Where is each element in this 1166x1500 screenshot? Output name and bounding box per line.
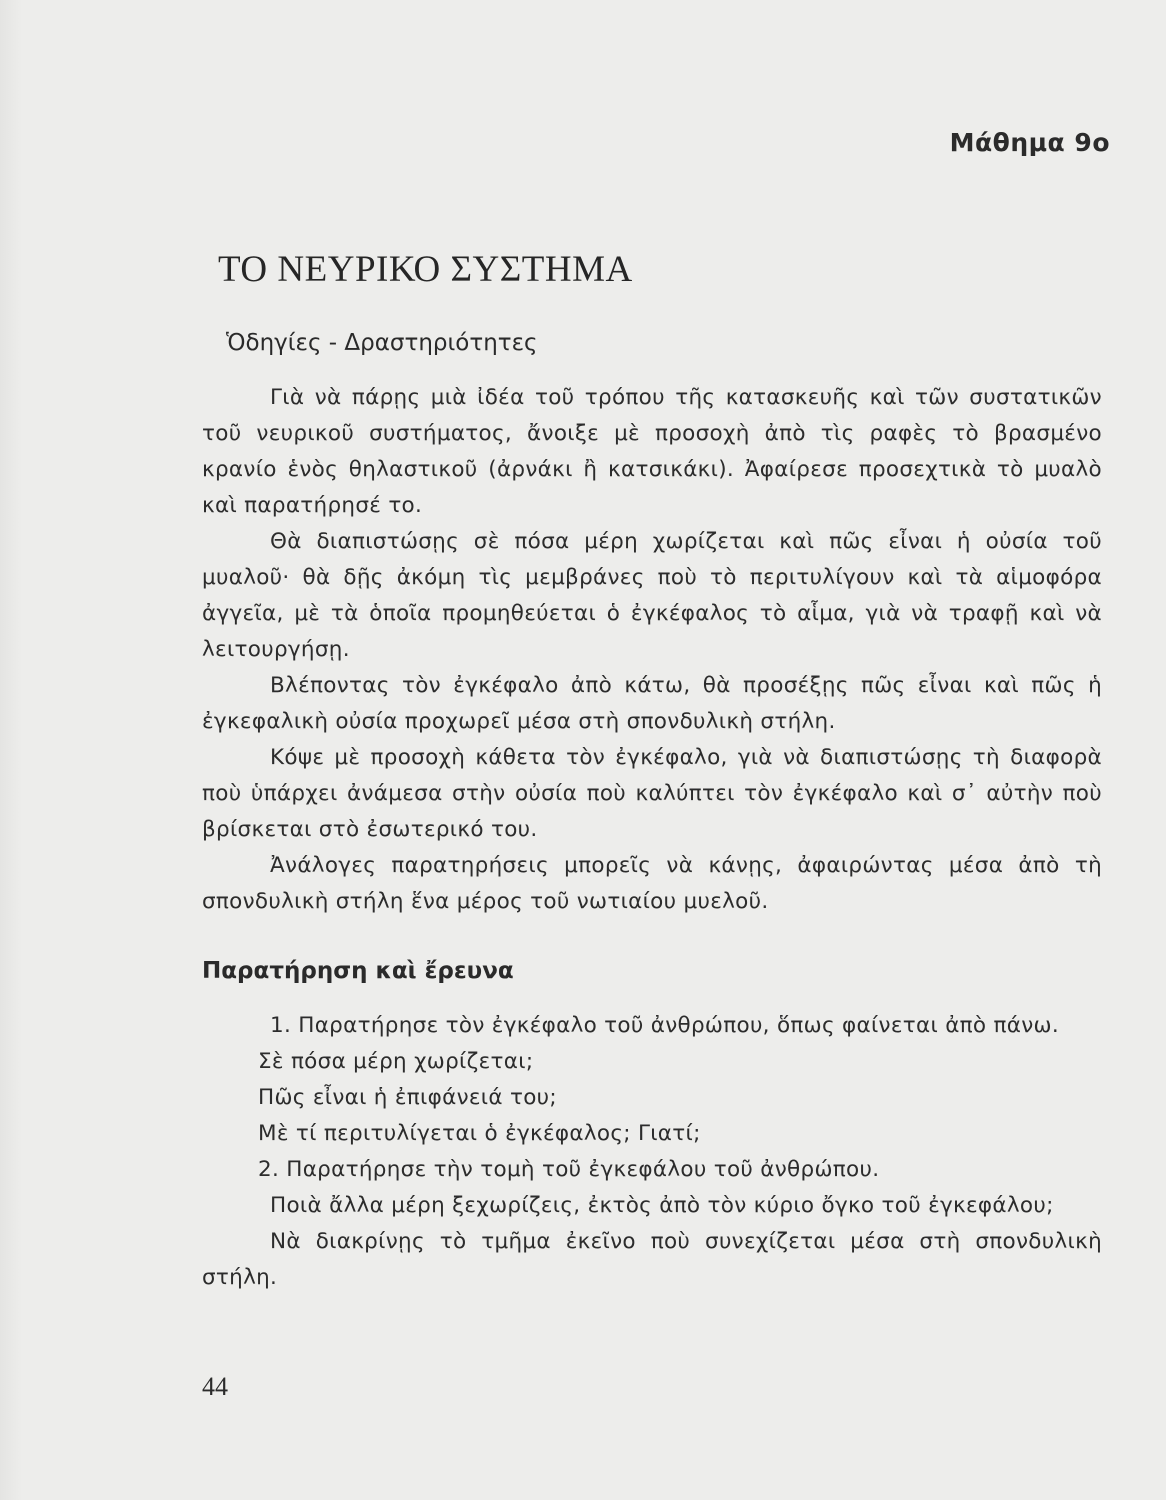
observation-body bbox=[202, 1008, 1102, 1296]
observation-heading: Παρατήρηση καὶ ἔρευνα bbox=[202, 958, 514, 984]
observation-question: Πῶς εἶναι ἡ ἐπιφάνειά του; bbox=[258, 1085, 557, 1110]
instructions-paragraph: Βλέποντας τὸν ἐγκέφαλο ἀπὸ κάτω, θὰ προσέξῃς πῶς εἶναι καὶ πῶς ἡ ἐγκεφαλικὴ οὐσία προχωρεῖ μέσα στὴ σπονδυλικὴ στήλη. bbox=[202, 673, 1102, 734]
instructions-body bbox=[202, 380, 1102, 920]
page-number: 44 bbox=[202, 1372, 228, 1401]
observation-question: Μὲ τί περιτυλίγεται ὁ ἐγκέφαλος; Γιατί; bbox=[258, 1121, 701, 1146]
observation-question: Ποιὰ ἄλλα μέρη ξεχωρίζεις, ἐκτὸς ἀπὸ τὸν κύριο ὄγκο τοῦ ἐγκεφάλου; bbox=[270, 1193, 1054, 1218]
chapter-title: ΤΟ ΝΕΥΡΙΚΟ ΣΥΣΤΗΜΑ bbox=[218, 249, 633, 290]
instructions-paragraph: Κόψε μὲ προσοχὴ κάθετα τὸν ἐγκέφαλο, γιὰ νὰ διαπιστώσῃς τὴ διαφορὰ ποὺ ὑπάρχει ἀνάμεσα στὴν οὐσία ποὺ καλύπτει τὸν ἐγκέφαλο καὶ σ᾿ αὐτὴν ποὺ βρίσκεται στὸ ἐσωτερικό του. bbox=[202, 745, 1102, 842]
instructions-paragraph: Γιὰ νὰ πάρῃς μιὰ ἰδέα τοῦ τρόπου τῆς κατασκευῆς καὶ τῶν συστατικῶν τοῦ νευρικοῦ συστήματος, ἄνοιξε μὲ προσοχὴ ἀπὸ τὶς ραφὲς τὸ βρασμένο κρανίο ἑνὸς θηλαστικοῦ (ἀρνάκι ἢ κατσικάκι). Ἀφαίρεσε προσεχτικὰ τὸ μυαλὸ καὶ παρατήρησέ το. bbox=[202, 385, 1102, 518]
observation-item: 2. Παρατήρησε τὴν τομὴ τοῦ ἐγκεφάλου τοῦ ἀνθρώπου. bbox=[258, 1157, 880, 1182]
instructions-paragraph: Θὰ διαπιστώσῃς σὲ πόσα μέρη χωρίζεται καὶ πῶς εἶναι ἡ οὐσία τοῦ μυαλοῦ· θὰ δῇς ἀκόμη τὶς μεμβράνες ποὺ τὸ περιτυλίγουν καὶ τὰ αἱμοφόρα ἀγγεῖα, μὲ τὰ ὁποῖα προμηθεύεται ὁ ἐγκέφαλος τὸ αἷμα, γιὰ νὰ τραφῇ καὶ νὰ λειτουργήσῃ. bbox=[202, 529, 1102, 662]
lesson-label: Μάθημα 9ο bbox=[949, 128, 1110, 157]
observation-question: Νὰ διακρίνῃς τὸ τμῆμα ἐκεῖνο ποὺ συνεχίζεται μέσα στὴ σπονδυλικὴ στήλη. bbox=[202, 1229, 1102, 1290]
instructions-heading: Ὁδηγίες - Δραστηριότητες bbox=[226, 330, 538, 356]
observation-question: Σὲ πόσα μέρη χωρίζεται; bbox=[258, 1049, 534, 1074]
observation-item: 1. Παρατήρησε τὸν ἐγκέφαλο τοῦ ἀνθρώπου, ὅπως φαίνεται ἀπὸ πάνω. bbox=[270, 1013, 1059, 1038]
instructions-paragraph: Ἀνάλογες παρατηρήσεις μπορεῖς νὰ κάνῃς, ἀφαιρώντας μέσα ἀπὸ τὴ σπονδυλικὴ στήλη ἕνα μέρος τοῦ νωτιαίου μυελοῦ. bbox=[202, 853, 1102, 914]
page-binding-edge bbox=[0, 0, 22, 1500]
